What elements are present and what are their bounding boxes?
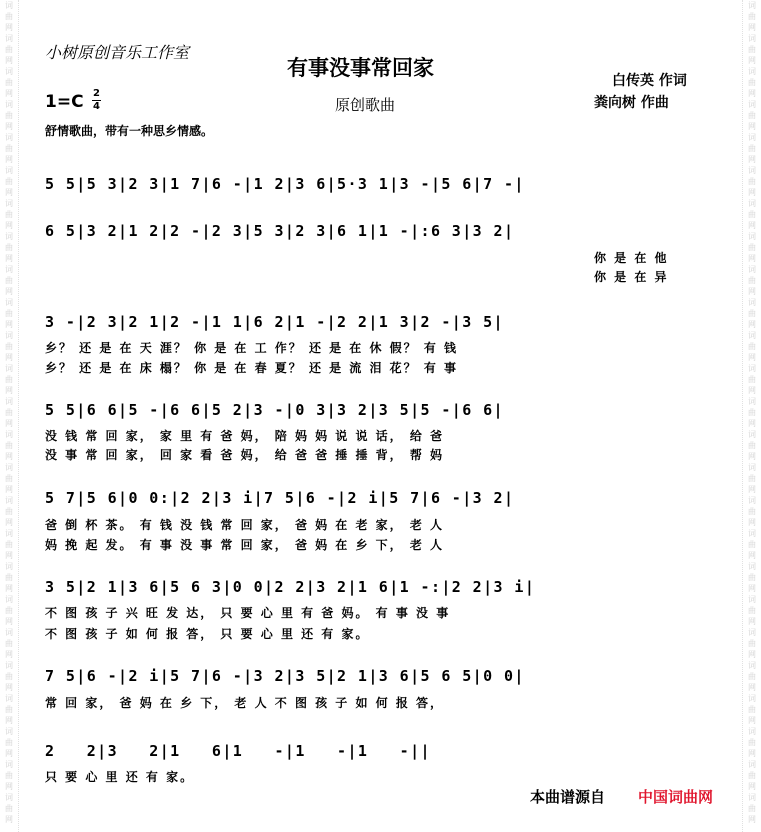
song-title: 有事没事常回家 <box>287 56 434 80</box>
lyricist-credit: 白传英 作词 <box>612 73 687 89</box>
watermark-glyph: 曲 <box>748 309 756 318</box>
watermark-glyph: 词 <box>5 628 13 637</box>
watermark-glyph: 曲 <box>5 540 13 549</box>
key-signature: 1=C <box>45 92 84 112</box>
lyric-line: 乡？ 还 是 在 床 榻？ 你 是 在 春 夏？ 还 是 流 泪 花？ 有 事 <box>45 361 459 375</box>
lyric-line: 不 图 孩 子 如 何 报 答， 只 要 心 里 还 有 家。 <box>45 627 370 641</box>
watermark-glyph: 网 <box>748 122 756 131</box>
watermark-glyph: 网 <box>748 353 756 362</box>
watermark-glyph: 词 <box>748 628 756 637</box>
watermark-glyph: 网 <box>748 386 756 395</box>
watermark-glyph: 词 <box>748 727 756 736</box>
watermark-glyph: 曲 <box>5 342 13 351</box>
watermark-glyph: 曲 <box>748 474 756 483</box>
watermark-glyph: 词 <box>748 100 756 109</box>
watermark-glyph: 曲 <box>5 672 13 681</box>
watermark-glyph: 网 <box>5 254 13 263</box>
source-site-link[interactable]: 中国词曲网 <box>638 788 714 806</box>
score-line-7: 7 5|6 -|2 i|5 7|6 -|3 2|3 5|2 1|3 6|5 6 5|0 0| <box>45 667 525 685</box>
watermark-glyph: 曲 <box>5 639 13 648</box>
watermark-glyph: 词 <box>748 67 756 76</box>
watermark-glyph: 网 <box>5 221 13 230</box>
watermark-glyph: 网 <box>5 89 13 98</box>
watermark-strip-left <box>0 0 19 832</box>
watermark-glyph: 曲 <box>748 639 756 648</box>
watermark-glyph: 网 <box>5 815 13 824</box>
watermark-glyph: 词 <box>5 463 13 472</box>
watermark-glyph: 曲 <box>5 243 13 252</box>
score-line-6: 3 5|2 1|3 6|5 6 3|0 0|2 2|3 2|1 6|1 -:|2 2|3 i| <box>45 578 536 596</box>
watermark-glyph: 网 <box>748 23 756 32</box>
lyric-line: 妈 挽 起 发。 有 事 没 事 常 回 家， 爸 妈 在 乡 下， 老 人 <box>45 538 445 552</box>
score-line-5: 5 7|5 6|0 0:|2 2|3 i|7 5|6 -|2 i|5 7|6 -|3 2| <box>45 489 515 507</box>
watermark-glyph: 曲 <box>748 771 756 780</box>
watermark-glyph: 词 <box>5 760 13 769</box>
watermark-glyph: 曲 <box>748 45 756 54</box>
lyric-line: 没 事 常 回 家， 回 家 看 爸 妈， 给 爸 爸 捶 捶 背， 帮 妈 <box>45 448 445 462</box>
watermark-glyph: 曲 <box>5 276 13 285</box>
genre-label: 原创歌曲 <box>335 96 396 114</box>
watermark-glyph: 词 <box>748 529 756 538</box>
watermark-glyph: 曲 <box>748 672 756 681</box>
watermark-glyph: 词 <box>5 562 13 571</box>
watermark-glyph: 曲 <box>748 606 756 615</box>
watermark-glyph: 曲 <box>5 210 13 219</box>
score-line-4: 5 5|6 6|5 -|6 6|5 2|3 -|0 3|3 2|3 5|5 -|6 6| <box>45 401 504 419</box>
watermark-glyph: 词 <box>748 562 756 571</box>
watermark-glyph: 词 <box>748 199 756 208</box>
lyric-line: 不 图 孩 子 兴 旺 发 达， 只 要 心 里 有 爸 妈。 有 事 没 事 <box>45 606 451 620</box>
watermark-glyph: 网 <box>748 518 756 527</box>
watermark-glyph: 词 <box>748 793 756 802</box>
watermark-glyph: 曲 <box>5 45 13 54</box>
watermark-glyph: 曲 <box>5 441 13 450</box>
watermark-glyph: 网 <box>5 353 13 362</box>
watermark-glyph: 网 <box>5 188 13 197</box>
watermark-glyph: 词 <box>748 463 756 472</box>
watermark-glyph: 词 <box>748 34 756 43</box>
watermark-glyph: 网 <box>748 56 756 65</box>
watermark-glyph: 网 <box>748 716 756 725</box>
score-line-1: 5 5|5 3|2 3|1 7|6 -|1 2|3 6|5·3 1|3 -|5 6|7 -| <box>45 175 525 193</box>
watermark-glyph: 词 <box>748 166 756 175</box>
watermark-glyph: 曲 <box>748 738 756 747</box>
watermark-glyph: 网 <box>5 617 13 626</box>
watermark-glyph: 词 <box>748 265 756 274</box>
watermark-glyph: 词 <box>5 34 13 43</box>
watermark-glyph: 曲 <box>5 144 13 153</box>
watermark-glyph: 曲 <box>748 243 756 252</box>
watermark-glyph: 网 <box>5 386 13 395</box>
watermark-glyph: 曲 <box>748 111 756 120</box>
watermark-glyph: 曲 <box>748 78 756 87</box>
watermark-glyph: 词 <box>5 694 13 703</box>
watermark-glyph: 词 <box>5 232 13 241</box>
watermark-strip-right <box>742 0 761 832</box>
watermark-glyph: 词 <box>748 595 756 604</box>
watermark-glyph: 曲 <box>5 771 13 780</box>
watermark-glyph: 网 <box>748 815 756 824</box>
watermark-glyph: 词 <box>5 166 13 175</box>
watermark-glyph: 曲 <box>5 573 13 582</box>
watermark-glyph: 词 <box>748 133 756 142</box>
watermark-glyph: 网 <box>748 485 756 494</box>
watermark-glyph: 词 <box>5 793 13 802</box>
watermark-glyph: 曲 <box>5 705 13 714</box>
watermark-glyph: 网 <box>5 716 13 725</box>
lyric-line: 爸 倒 杯 茶。 有 钱 没 钱 常 回 家， 爸 妈 在 老 家， 老 人 <box>45 518 445 532</box>
watermark-glyph: 词 <box>5 1 13 10</box>
watermark-glyph: 网 <box>5 650 13 659</box>
watermark-glyph: 曲 <box>5 111 13 120</box>
watermark-glyph: 词 <box>748 694 756 703</box>
lyric-line: 只 要 心 里 还 有 家。 <box>45 770 195 784</box>
watermark-glyph: 曲 <box>748 540 756 549</box>
watermark-glyph: 曲 <box>748 210 756 219</box>
watermark-glyph: 词 <box>748 496 756 505</box>
score-line-3: 3 -|2 3|2 1|2 -|1 1|6 2|1 -|2 2|1 3|2 -|3 5| <box>45 313 504 331</box>
watermark-glyph: 曲 <box>5 177 13 186</box>
watermark-glyph: 词 <box>5 67 13 76</box>
watermark-glyph: 网 <box>5 419 13 428</box>
watermark-glyph: 网 <box>748 452 756 461</box>
watermark-glyph: 词 <box>5 496 13 505</box>
watermark-glyph: 曲 <box>5 78 13 87</box>
watermark-glyph: 曲 <box>748 375 756 384</box>
lyric-line: 你 是 在 他 <box>594 251 669 265</box>
watermark-glyph: 曲 <box>5 375 13 384</box>
watermark-glyph: 网 <box>5 155 13 164</box>
watermark-glyph: 曲 <box>748 408 756 417</box>
lyric-line: 没 钱 常 回 家， 家 里 有 爸 妈， 陪 妈 妈 说 说 话， 给 爸 <box>45 429 445 443</box>
watermark-glyph: 曲 <box>748 507 756 516</box>
watermark-glyph: 曲 <box>748 144 756 153</box>
watermark-glyph: 曲 <box>748 441 756 450</box>
watermark-glyph: 曲 <box>5 507 13 516</box>
watermark-glyph: 网 <box>748 683 756 692</box>
watermark-glyph: 词 <box>5 265 13 274</box>
watermark-glyph: 网 <box>748 749 756 758</box>
watermark-glyph: 词 <box>748 331 756 340</box>
watermark-glyph: 网 <box>5 485 13 494</box>
watermark-glyph: 曲 <box>748 573 756 582</box>
watermark-glyph: 词 <box>748 298 756 307</box>
watermark-glyph: 网 <box>748 155 756 164</box>
watermark-glyph: 词 <box>5 133 13 142</box>
time-signature <box>92 88 101 113</box>
score-line-2: 6 5|3 2|1 2|2 -|2 3|5 3|2 3|6 1|1 -|:6 3|3 2| <box>45 222 515 240</box>
watermark-glyph: 词 <box>5 595 13 604</box>
watermark-glyph: 曲 <box>748 276 756 285</box>
watermark-glyph: 网 <box>748 221 756 230</box>
watermark-glyph: 网 <box>748 320 756 329</box>
watermark-glyph: 词 <box>5 331 13 340</box>
lyric-line: 常 回 家， 爸 妈 在 乡 下， 老 人 不 图 孩 子 如 何 报 答， <box>45 696 445 710</box>
watermark-glyph: 网 <box>748 419 756 428</box>
watermark-glyph: 网 <box>748 254 756 263</box>
watermark-glyph: 网 <box>748 287 756 296</box>
watermark-glyph: 词 <box>5 100 13 109</box>
watermark-glyph: 词 <box>5 364 13 373</box>
watermark-glyph: 网 <box>5 782 13 791</box>
lyric-line: 你 是 在 异 <box>594 270 669 284</box>
watermark-glyph: 词 <box>748 397 756 406</box>
watermark-glyph: 网 <box>748 782 756 791</box>
watermark-glyph: 网 <box>748 584 756 593</box>
watermark-glyph: 网 <box>5 518 13 527</box>
watermark-glyph: 曲 <box>748 12 756 21</box>
studio-name: 小树原创音乐工作室 <box>45 43 190 62</box>
mood-description: 舒情歌曲，带有一种思乡情感。 <box>45 124 214 138</box>
watermark-glyph: 词 <box>5 430 13 439</box>
watermark-glyph: 词 <box>748 232 756 241</box>
watermark-glyph: 网 <box>5 122 13 131</box>
watermark-glyph: 曲 <box>748 177 756 186</box>
watermark-glyph: 曲 <box>748 342 756 351</box>
watermark-glyph: 词 <box>5 397 13 406</box>
watermark-glyph: 网 <box>5 683 13 692</box>
composer-credit: 粪向树 作曲 <box>594 95 669 111</box>
source-label: 本曲谱源自 <box>530 788 606 806</box>
watermark-glyph: 词 <box>5 529 13 538</box>
watermark-glyph: 词 <box>5 199 13 208</box>
watermark-glyph: 曲 <box>5 408 13 417</box>
watermark-glyph: 曲 <box>5 738 13 747</box>
watermark-glyph: 网 <box>5 56 13 65</box>
watermark-glyph: 网 <box>748 188 756 197</box>
watermark-glyph: 网 <box>5 584 13 593</box>
watermark-glyph: 网 <box>5 23 13 32</box>
watermark-glyph: 词 <box>748 760 756 769</box>
watermark-glyph: 词 <box>748 430 756 439</box>
watermark-glyph: 词 <box>5 727 13 736</box>
meter-bottom: 4 <box>93 101 100 112</box>
score-line-8: 2 2|3 2|1 6|1 -|1 -|1 -|| <box>45 742 431 760</box>
watermark-glyph: 网 <box>748 650 756 659</box>
watermark-glyph: 网 <box>748 89 756 98</box>
watermark-glyph: 词 <box>748 364 756 373</box>
watermark-glyph: 网 <box>5 452 13 461</box>
watermark-glyph: 曲 <box>5 606 13 615</box>
watermark-glyph: 网 <box>748 551 756 560</box>
watermark-glyph: 曲 <box>5 309 13 318</box>
watermark-glyph: 词 <box>748 1 756 10</box>
meter-top: 2 <box>93 88 100 99</box>
watermark-glyph: 曲 <box>5 12 13 21</box>
watermark-glyph: 网 <box>5 749 13 758</box>
watermark-glyph: 网 <box>5 287 13 296</box>
watermark-glyph: 词 <box>5 661 13 670</box>
watermark-glyph: 曲 <box>748 705 756 714</box>
watermark-glyph: 词 <box>5 298 13 307</box>
watermark-glyph: 词 <box>748 661 756 670</box>
watermark-glyph: 网 <box>748 617 756 626</box>
watermark-glyph: 曲 <box>5 804 13 813</box>
watermark-glyph: 网 <box>5 320 13 329</box>
watermark-glyph: 曲 <box>748 804 756 813</box>
watermark-glyph: 曲 <box>5 474 13 483</box>
watermark-glyph: 网 <box>5 551 13 560</box>
lyric-line: 乡？ 还 是 在 天 涯？ 你 是 在 工 作？ 还 是 在 休 假？ 有 钱 <box>45 341 459 355</box>
